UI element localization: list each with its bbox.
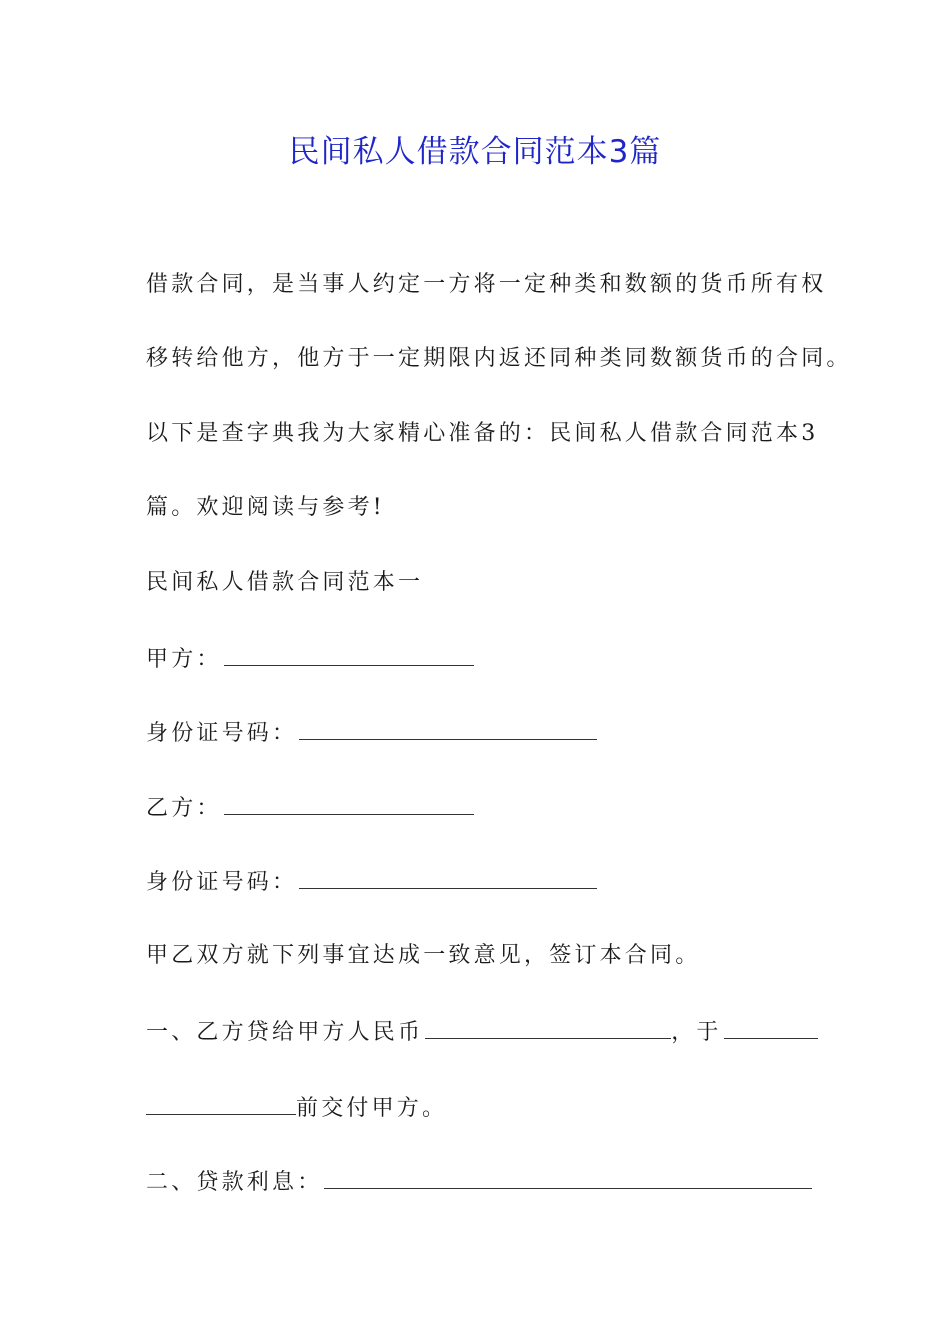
delivery-date-blank-2[interactable]: [146, 1092, 296, 1115]
loan-interest-blank[interactable]: [324, 1166, 812, 1189]
agreement-statement: 甲乙双方就下列事宜达成一致意见，签订本合同。: [146, 943, 701, 968]
intro-line-1: 借款合同，是当事人约定一方将一定种类和数额的货币所有权: [146, 272, 827, 297]
clause-2-label: 二、贷款利息：: [146, 1170, 323, 1195]
party-a-row: [146, 643, 474, 675]
clause-1-suffix: 前交付甲方。: [296, 1096, 448, 1121]
party-b-id-label: 身份证号码：: [146, 870, 298, 895]
section-title: 民间私人借款合同范本一: [146, 570, 424, 595]
clause-1-cont-row: [146, 1092, 447, 1124]
party-a-id-row: [146, 717, 597, 749]
intro-line-3: 以下是查字典我为大家精心准备的：民间私人借款合同范本3: [146, 421, 819, 446]
party-a-label: 甲方：: [146, 647, 222, 672]
party-a-id-label: 身份证号码：: [146, 721, 298, 746]
loan-amount-blank[interactable]: [425, 1016, 671, 1039]
party-b-id-row: [146, 866, 597, 898]
clause-1-prefix: 一、乙方贷给甲方人民币: [146, 1020, 424, 1045]
party-b-row: [146, 792, 474, 824]
party-a-id-blank[interactable]: [299, 717, 597, 740]
intro-line-2: 移转给他方，他方于一定期限内返还同种类同数额货币的合同。: [146, 346, 852, 371]
clause-2-row: [146, 1166, 812, 1198]
intro-line-4: 篇。欢迎阅读与参考!: [146, 495, 385, 520]
party-b-id-blank[interactable]: [299, 866, 597, 889]
party-a-blank[interactable]: [224, 643, 474, 666]
party-b-blank[interactable]: [224, 792, 474, 815]
document-title: 民间私人借款合同范本3篇: [288, 134, 662, 170]
party-b-label: 乙方：: [146, 796, 222, 821]
delivery-date-blank-1[interactable]: [724, 1016, 818, 1039]
clause-1-mid: ，于: [671, 1020, 722, 1045]
clause-1-row: [146, 1016, 818, 1048]
